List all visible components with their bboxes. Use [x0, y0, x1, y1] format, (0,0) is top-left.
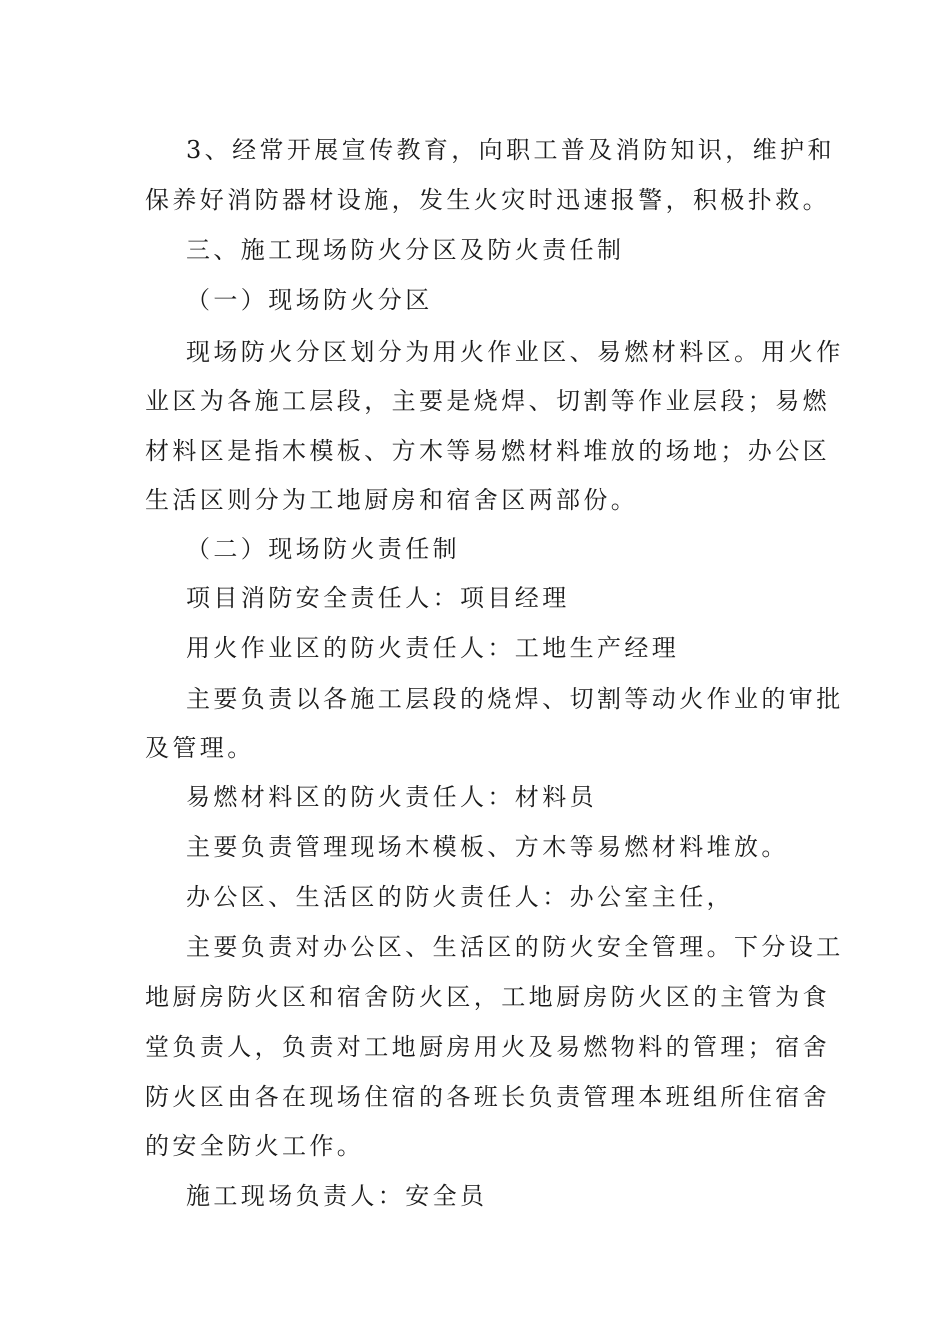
paragraph-line: 办公区、生活区的防火责任人：办公室主任，: [186, 883, 734, 911]
paragraph-line: 施工现场负责人：安全员: [186, 1182, 488, 1210]
paragraph-line: 主要负责管理现场木模板、方木等易燃材料堆放。: [186, 833, 789, 861]
paragraph-line: 业区为各施工层段，主要是烧焊、切割等作业层段；易燃: [145, 387, 830, 415]
paragraph-line: 用火作业区的防火责任人：工地生产经理: [186, 634, 680, 662]
paragraph-line: 主要负责以各施工层段的烧焊、切割等动火作业的审批: [186, 685, 844, 713]
subsection-heading: （一）现场防火分区: [186, 286, 433, 314]
paragraph-line: 主要负责对办公区、生活区的防火安全管理。下分设工: [186, 933, 844, 961]
section-heading: 三、施工现场防火分区及防火责任制: [186, 236, 625, 264]
paragraph-line: 易燃材料区的防火责任人：材料员: [186, 783, 597, 811]
paragraph-line: 项目消防安全责任人：项目经理: [186, 584, 570, 612]
paragraph-line: 保养好消防器材设施，发生火灾时迅速报警，积极扑救。: [145, 186, 830, 214]
paragraph-line: 材料区是指木模板、方木等易燃材料堆放的场地；办公区: [145, 437, 830, 465]
paragraph-line: 及管理。: [145, 734, 255, 762]
paragraph-line: 3、经常开展宣传教育，向职工普及消防知识，维护和: [186, 136, 835, 164]
paragraph-line: 现场防火分区划分为用火作业区、易燃材料区。用火作: [186, 338, 844, 366]
subsection-heading: （二）现场防火责任制: [186, 535, 460, 563]
paragraph-line: 的安全防火工作。: [145, 1132, 365, 1160]
paragraph-line: 堂负责人，负责对工地厨房用火及易燃物料的管理；宿舍: [145, 1033, 830, 1061]
paragraph-line: 防火区由各在现场住宿的各班长负责管理本班组所住宿舍: [145, 1083, 830, 1111]
paragraph-line: 地厨房防火区和宿舍防火区，工地厨房防火区的主管为食: [145, 983, 830, 1011]
paragraph-line: 生活区则分为工地厨房和宿舍区两部份。: [145, 486, 639, 514]
